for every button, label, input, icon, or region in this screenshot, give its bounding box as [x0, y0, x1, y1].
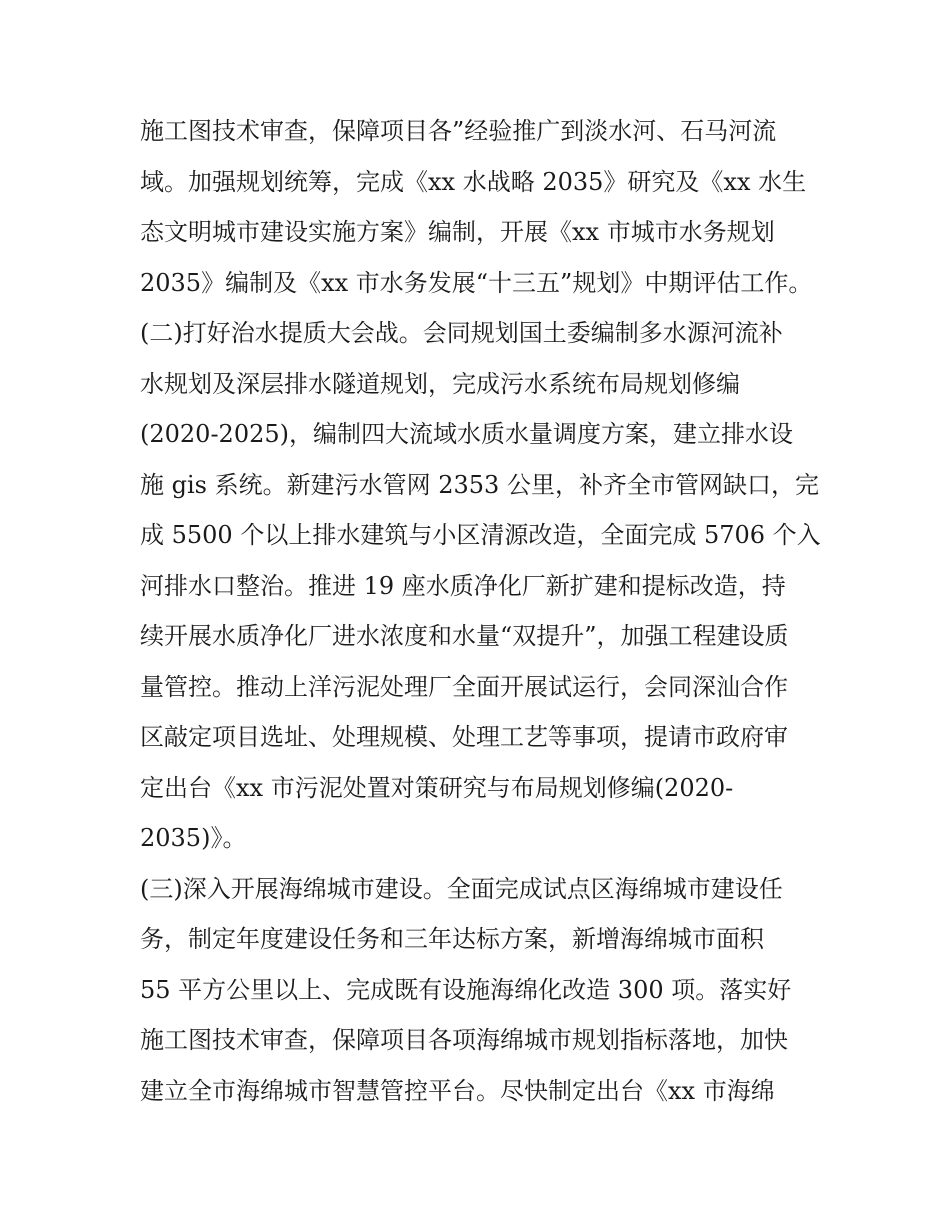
text-line: 施 gis 系统。新建污水管网 2353 公里，补齐全市管网缺口，完 [140, 471, 819, 499]
text-line: 成 5500 个以上排水建筑与小区清源改造，全面完成 5706 个入 [140, 521, 821, 549]
text-line: (二)打好治水提质大会战。会同规划国土委编制多水源河流补 [140, 319, 783, 347]
text-line: 施工图技术审查，保障项目各项海绵城市规划指标落地，加快 [140, 1026, 788, 1054]
text-line: 态文明城市建设实施方案》编制，开展《xx 市城市水务规划 [140, 218, 775, 246]
text-line: 施工图技术审查，保障项目各”经验推广到淡水河、石马河流 [140, 117, 777, 145]
text-line: 续开展水质净化厂进水浓度和水量“双提升”，加强工程建设质 [140, 622, 789, 650]
text-line: (三)深入开展海绵城市建设。全面完成试点区海绵城市建设任 [140, 875, 783, 903]
text-line: 2035》编制及《xx 市水务发展“十三五”规划》中期评估工作。 [140, 269, 813, 297]
text-line: 55 平方公里以上、完成既有设施海绵化改造 300 项。落实好 [140, 976, 792, 1004]
text-line: 定出台《xx 市污泥处置对策研究与布局规划修编(2020- [140, 774, 734, 802]
text-line: 量管控。推动上洋污泥处理厂全面开展试运行，会同深汕合作 [140, 673, 788, 701]
text-line: 域。加强规划统筹，完成《xx 水战略 2035》研究及《xx 水生 [140, 168, 807, 196]
text-line: 河排水口整治。推进 19 座水质净化厂新扩建和提标改造，持 [140, 572, 786, 600]
text-line: 2035)》。 [140, 824, 247, 852]
text-line: 建立全市海绵城市智慧管控平台。尽快制定出台《xx 市海绵 [140, 1077, 775, 1105]
text-line: 区敲定项目选址、处理规模、处理工艺等事项，提请市政府审 [140, 723, 788, 751]
text-line: 务，制定年度建设任务和三年达标方案，新增海绵城市面积 [140, 925, 764, 953]
text-line: 水规划及深层排水隧道规划，完成污水系统布局规划修编 [140, 370, 740, 398]
text-line: (2020-2025)，编制四大流域水质水量调度方案，建立排水设 [140, 420, 793, 448]
